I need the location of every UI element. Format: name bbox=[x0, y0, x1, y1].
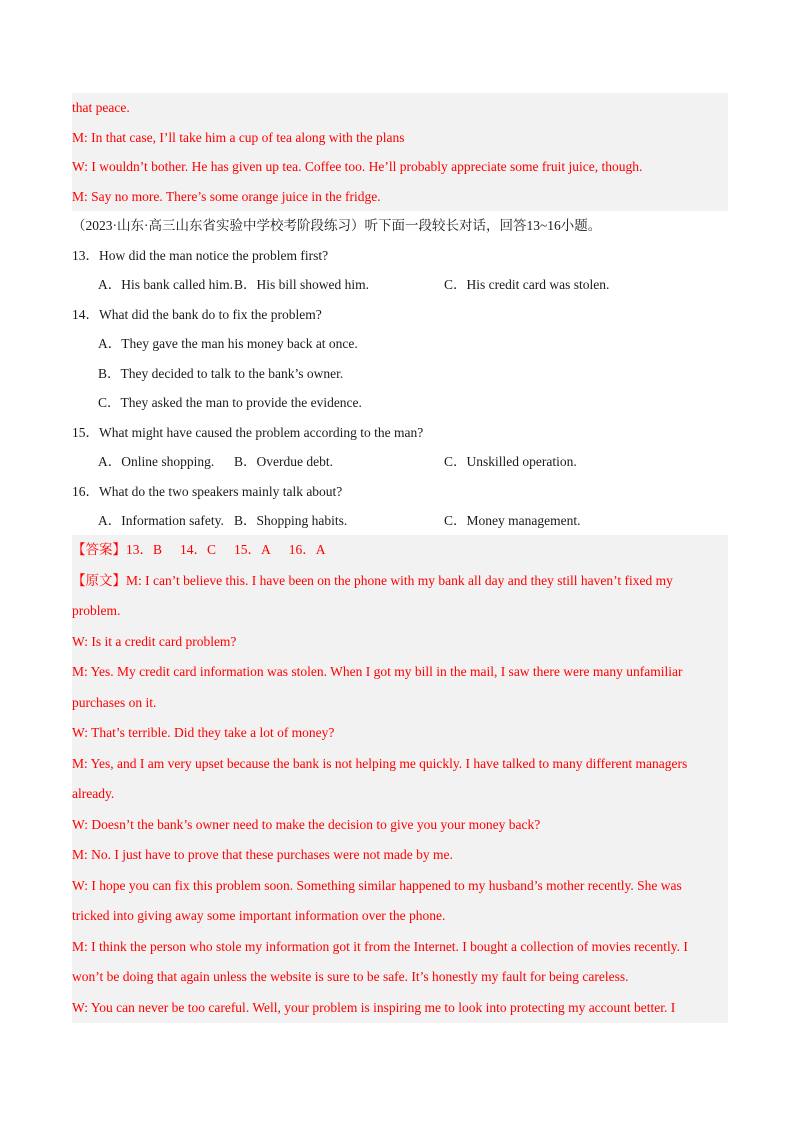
transcript-tag: 【原文】 bbox=[72, 572, 126, 588]
answer-line bbox=[72, 535, 728, 566]
option-c: C．They asked the man to provide the evidence. bbox=[98, 395, 362, 410]
answer-item: 15．A bbox=[234, 542, 271, 557]
transcript-line: purchases on it. bbox=[72, 694, 157, 710]
answer-tag: 【答案】 bbox=[72, 542, 126, 557]
option-c: C．His credit card was stolen. bbox=[444, 277, 610, 292]
answer-block bbox=[72, 535, 728, 1023]
option-a: A．Online shopping. bbox=[98, 454, 215, 469]
transcript-line: W: I wouldn’t bother. He has given up tea. Coffee too. He’ll probably appreciate some fruit juice, though. bbox=[72, 159, 643, 174]
question-stem: 13．How did the man notice the problem first? bbox=[72, 247, 329, 263]
transcript-line: problem. bbox=[72, 603, 121, 618]
transcript-line: W: You can never be too careful. Well, your problem is inspiring me to look into protecting my account better. I bbox=[72, 999, 676, 1015]
transcript-line: won’t be doing that again unless the website is sure to be safe. It’s honestly my fault for being careless. bbox=[72, 969, 629, 984]
question-options bbox=[72, 506, 728, 536]
question-options bbox=[72, 447, 728, 477]
answer-item: 16．A bbox=[288, 542, 326, 557]
question-options bbox=[72, 388, 728, 418]
option-b: B．Overdue debt. bbox=[234, 454, 333, 469]
transcript-line: W: Doesn’t the bank’s owner need to make the decision to give you your money back? bbox=[72, 816, 541, 832]
question-options bbox=[72, 329, 728, 359]
question-stem: 16．What do the two speakers mainly talk about? bbox=[72, 483, 343, 499]
question-options bbox=[72, 359, 728, 389]
question-stem: 15．What might have caused the problem according to the man? bbox=[72, 424, 424, 440]
transcript-line: tricked into giving away some important information over the phone. bbox=[72, 908, 446, 923]
question-options bbox=[72, 270, 728, 300]
transcript-line: M: No. I just have to prove that these purchases were not made by me. bbox=[72, 847, 453, 862]
transcript-line: that peace. bbox=[72, 100, 130, 115]
transcript-line: M: Yes, and I am very upset because the bank is not helping me quickly. I have talked to many different managers bbox=[72, 755, 688, 771]
option-b: B．They decided to talk to the bank’s owner. bbox=[98, 365, 344, 381]
section-intro: （2023·山东·高三山东省实验中学校考阶段练习）听下面一段较长对话，回答13~16小题。 bbox=[72, 218, 602, 233]
option-a: A．His bank called him. bbox=[98, 277, 233, 292]
transcript-line: W: Is it a credit card problem? bbox=[72, 633, 237, 649]
transcript-line: M: Yes. My credit card information was stolen. When I got my bill in the mail, I saw there were many unfamiliar bbox=[72, 664, 683, 679]
transcript-line: W: I hope you can fix this problem soon. Something similar happened to my husband’s mother recently. She was bbox=[72, 877, 682, 893]
answer-item: 14．C bbox=[180, 542, 217, 557]
option-c: C．Money management. bbox=[444, 513, 581, 528]
option-a: A．Information safety. bbox=[98, 513, 224, 528]
option-b: B．Shopping habits. bbox=[234, 513, 348, 528]
transcript-line bbox=[72, 566, 728, 597]
questions-block bbox=[72, 211, 728, 536]
transcript-line: M: Say no more. There’s some orange juice in the fridge. bbox=[72, 188, 381, 204]
prev-transcript-block bbox=[72, 93, 728, 211]
option-c: C．Unskilled operation. bbox=[444, 454, 577, 469]
question-stem: 14．What did the bank do to fix the problem? bbox=[72, 306, 322, 322]
answer-item: 13．B bbox=[126, 542, 163, 557]
transcript-line: already. bbox=[72, 786, 115, 801]
transcript-line: M: I think the person who stole my information got it from the Internet. I bought a collection of movies recently. I bbox=[72, 938, 688, 954]
option-b: B．His bill showed him. bbox=[234, 277, 370, 292]
transcript-text: M: I can’t believe this. I have been on the phone with my bank all day and they still haven’t fixed my bbox=[126, 572, 673, 588]
transcript-line: W: That’s terrible. Did they take a lot of money? bbox=[72, 725, 335, 740]
option-a: A．They gave the man his money back at once. bbox=[98, 336, 358, 351]
transcript-line: M: In that case, I’ll take him a cup of tea along with the plans bbox=[72, 129, 405, 145]
